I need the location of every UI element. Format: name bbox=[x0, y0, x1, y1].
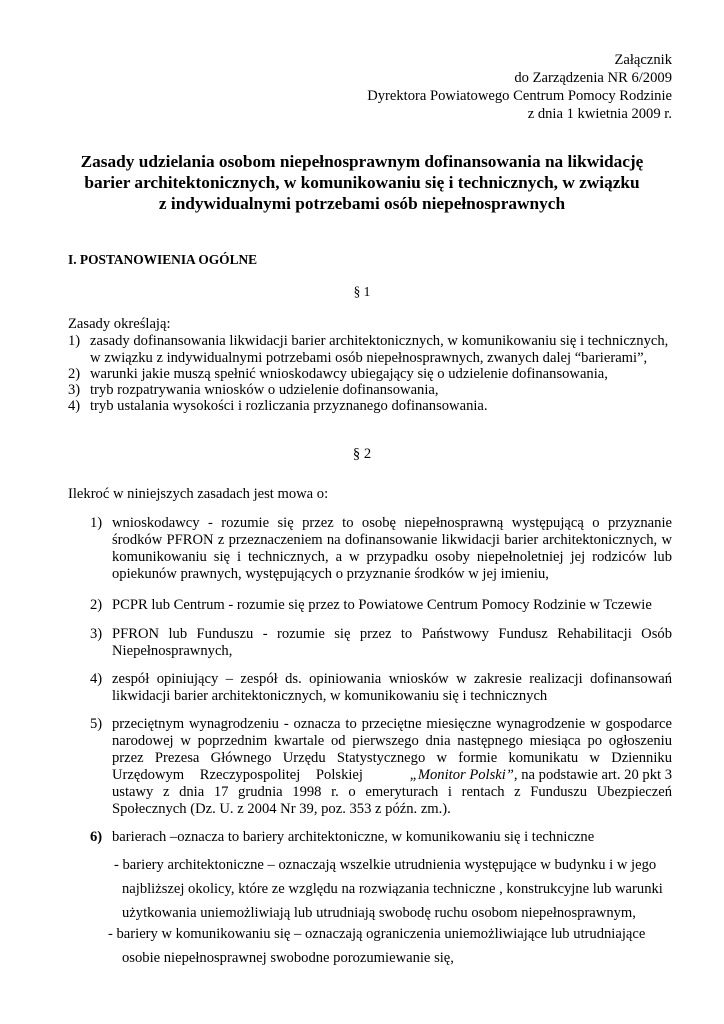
header-line-4: z dnia 1 kwietnia 2009 r. bbox=[527, 106, 672, 122]
title-line-3: z indywidualnymi potrzebami osób niepełnosprawnych bbox=[158, 194, 566, 213]
header-line-3: Dyrektora Powiatowego Centrum Pomocy Rodzinie bbox=[367, 88, 672, 104]
section-heading: I. POSTANOWIENIA OGÓLNE bbox=[68, 252, 258, 267]
list-intro: Zasady określają: bbox=[68, 316, 171, 332]
title-line-1: Zasady udzielania osobom niepełnosprawnym dofinansowania na likwidację bbox=[80, 152, 644, 171]
header-line-1: Załącznik bbox=[614, 52, 672, 68]
paragraph-mark-1: § 1 bbox=[353, 284, 371, 299]
paragraph-mark-2: § 2 bbox=[352, 446, 372, 462]
title-line-2: barier architektonicznych, w komunikowaniu się i technicznych, w związku bbox=[84, 173, 640, 192]
header-line-2: do Zarządzenia NR 6/2009 bbox=[514, 70, 672, 86]
definitions-intro: Ilekroć w niniejszych zasadach jest mowa o: bbox=[68, 486, 329, 502]
